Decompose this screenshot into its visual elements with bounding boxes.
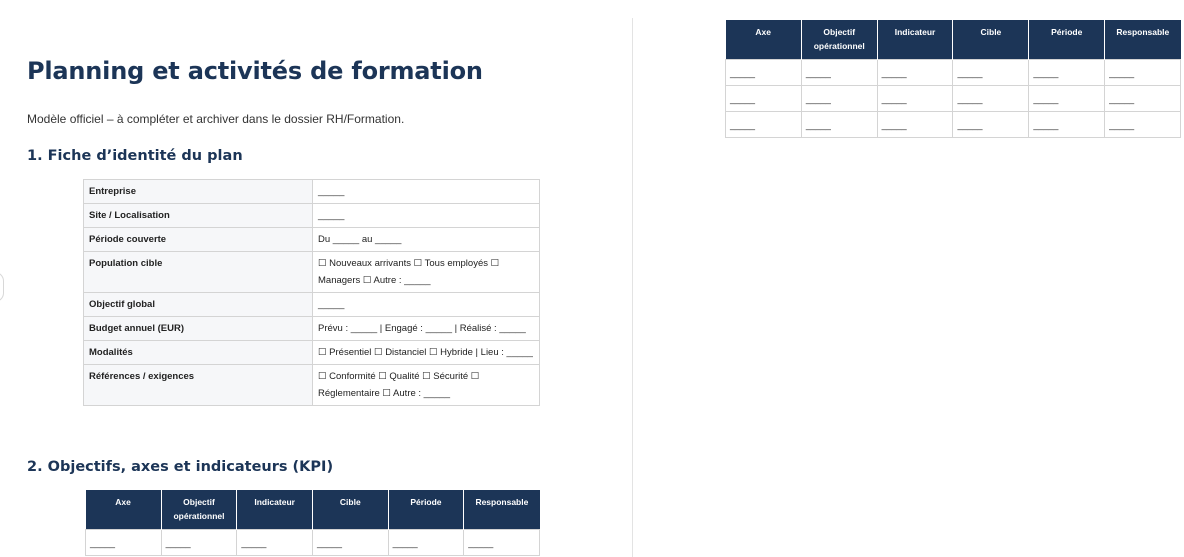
page-title: Planning et activités de formation xyxy=(27,57,483,85)
kpi-column-header: Indicateur xyxy=(877,20,953,60)
identity-value[interactable]: Du _____ au _____ xyxy=(313,228,540,252)
kpi-cell[interactable]: _____ xyxy=(388,530,464,556)
identity-label: Objectif global xyxy=(84,293,313,317)
kpi-cell[interactable]: _____ xyxy=(1105,112,1181,138)
identity-row xyxy=(84,341,540,365)
identity-table xyxy=(83,179,540,406)
identity-row xyxy=(84,228,540,252)
identity-value[interactable]: ☐ Conformité ☐ Qualité ☐ Sécurité ☐ Réglementaire ☐ Autre : _____ xyxy=(313,365,540,406)
kpi-cell[interactable]: _____ xyxy=(312,530,388,556)
identity-label: Site / Localisation xyxy=(84,204,313,228)
kpi-cell[interactable]: _____ xyxy=(726,60,802,86)
kpi-cell[interactable]: _____ xyxy=(953,86,1029,112)
kpi-cell[interactable]: _____ xyxy=(1105,86,1181,112)
kpi-table-left xyxy=(85,490,540,556)
identity-row xyxy=(84,293,540,317)
kpi-column-header: Cible xyxy=(953,20,1029,60)
kpi-cell[interactable]: _____ xyxy=(877,112,953,138)
identity-label: Références / exigences xyxy=(84,365,313,406)
identity-row xyxy=(84,252,540,293)
identity-value[interactable]: Prévu : _____ | Engagé : _____ | Réalisé : _____ xyxy=(313,317,540,341)
kpi-column-header: Indicateur xyxy=(237,490,313,530)
kpi-cell[interactable]: _____ xyxy=(1029,86,1105,112)
kpi-cell[interactable]: _____ xyxy=(1105,60,1181,86)
kpi-column-header: Période xyxy=(1029,20,1105,60)
identity-label: Budget annuel (EUR) xyxy=(84,317,313,341)
kpi-column-header: Responsable xyxy=(464,490,540,530)
identity-value[interactable]: _____ xyxy=(313,293,540,317)
kpi-cell[interactable]: _____ xyxy=(726,86,802,112)
kpi-cell[interactable]: _____ xyxy=(801,60,877,86)
kpi-column-header: Axe xyxy=(726,20,802,60)
kpi-cell[interactable]: _____ xyxy=(953,112,1029,138)
kpi-cell[interactable]: _____ xyxy=(237,530,313,556)
kpi-row xyxy=(726,86,1181,112)
kpi-column-header: Objectif opérationnel xyxy=(161,490,237,530)
kpi-column-header: Responsable xyxy=(1105,20,1181,60)
kpi-cell[interactable]: _____ xyxy=(161,530,237,556)
kpi-row xyxy=(726,112,1181,138)
identity-value[interactable]: _____ xyxy=(313,180,540,204)
identity-row xyxy=(84,180,540,204)
page-subtitle: Modèle officiel – à compléter et archiver dans le dossier RH/Formation. xyxy=(27,112,405,126)
kpi-column-header: Objectif opérationnel xyxy=(801,20,877,60)
kpi-cell[interactable]: _____ xyxy=(726,112,802,138)
identity-value[interactable]: ☐ Présentiel ☐ Distanciel ☐ Hybride | Lieu : _____ xyxy=(313,341,540,365)
section-heading-identity: 1. Fiche d’identité du plan xyxy=(27,148,243,164)
identity-row xyxy=(84,365,540,406)
kpi-cell[interactable]: _____ xyxy=(877,86,953,112)
page-edge-handle xyxy=(0,272,4,302)
section-heading-kpi: 2. Objectifs, axes et indicateurs (KPI) xyxy=(27,459,334,475)
kpi-cell[interactable]: _____ xyxy=(86,530,162,556)
identity-row xyxy=(84,317,540,341)
kpi-column-header: Axe xyxy=(86,490,162,530)
kpi-table-right xyxy=(725,20,1181,138)
kpi-column-header: Période xyxy=(388,490,464,530)
kpi-row xyxy=(86,530,540,556)
identity-label: Modalités xyxy=(84,341,313,365)
identity-label: Population cible xyxy=(84,252,313,293)
kpi-cell[interactable]: _____ xyxy=(877,60,953,86)
kpi-cell[interactable]: _____ xyxy=(1029,60,1105,86)
kpi-cell[interactable]: _____ xyxy=(801,86,877,112)
kpi-cell[interactable]: _____ xyxy=(953,60,1029,86)
identity-value[interactable]: ☐ Nouveaux arrivants ☐ Tous employés ☐ Managers ☐ Autre : _____ xyxy=(313,252,540,293)
identity-row xyxy=(84,204,540,228)
identity-value[interactable]: _____ xyxy=(313,204,540,228)
kpi-column-header: Cible xyxy=(312,490,388,530)
identity-label: Entreprise xyxy=(84,180,313,204)
kpi-row xyxy=(726,60,1181,86)
kpi-cell[interactable]: _____ xyxy=(801,112,877,138)
kpi-cell[interactable]: _____ xyxy=(1029,112,1105,138)
identity-label: Période couverte xyxy=(84,228,313,252)
kpi-cell[interactable]: _____ xyxy=(464,530,540,556)
